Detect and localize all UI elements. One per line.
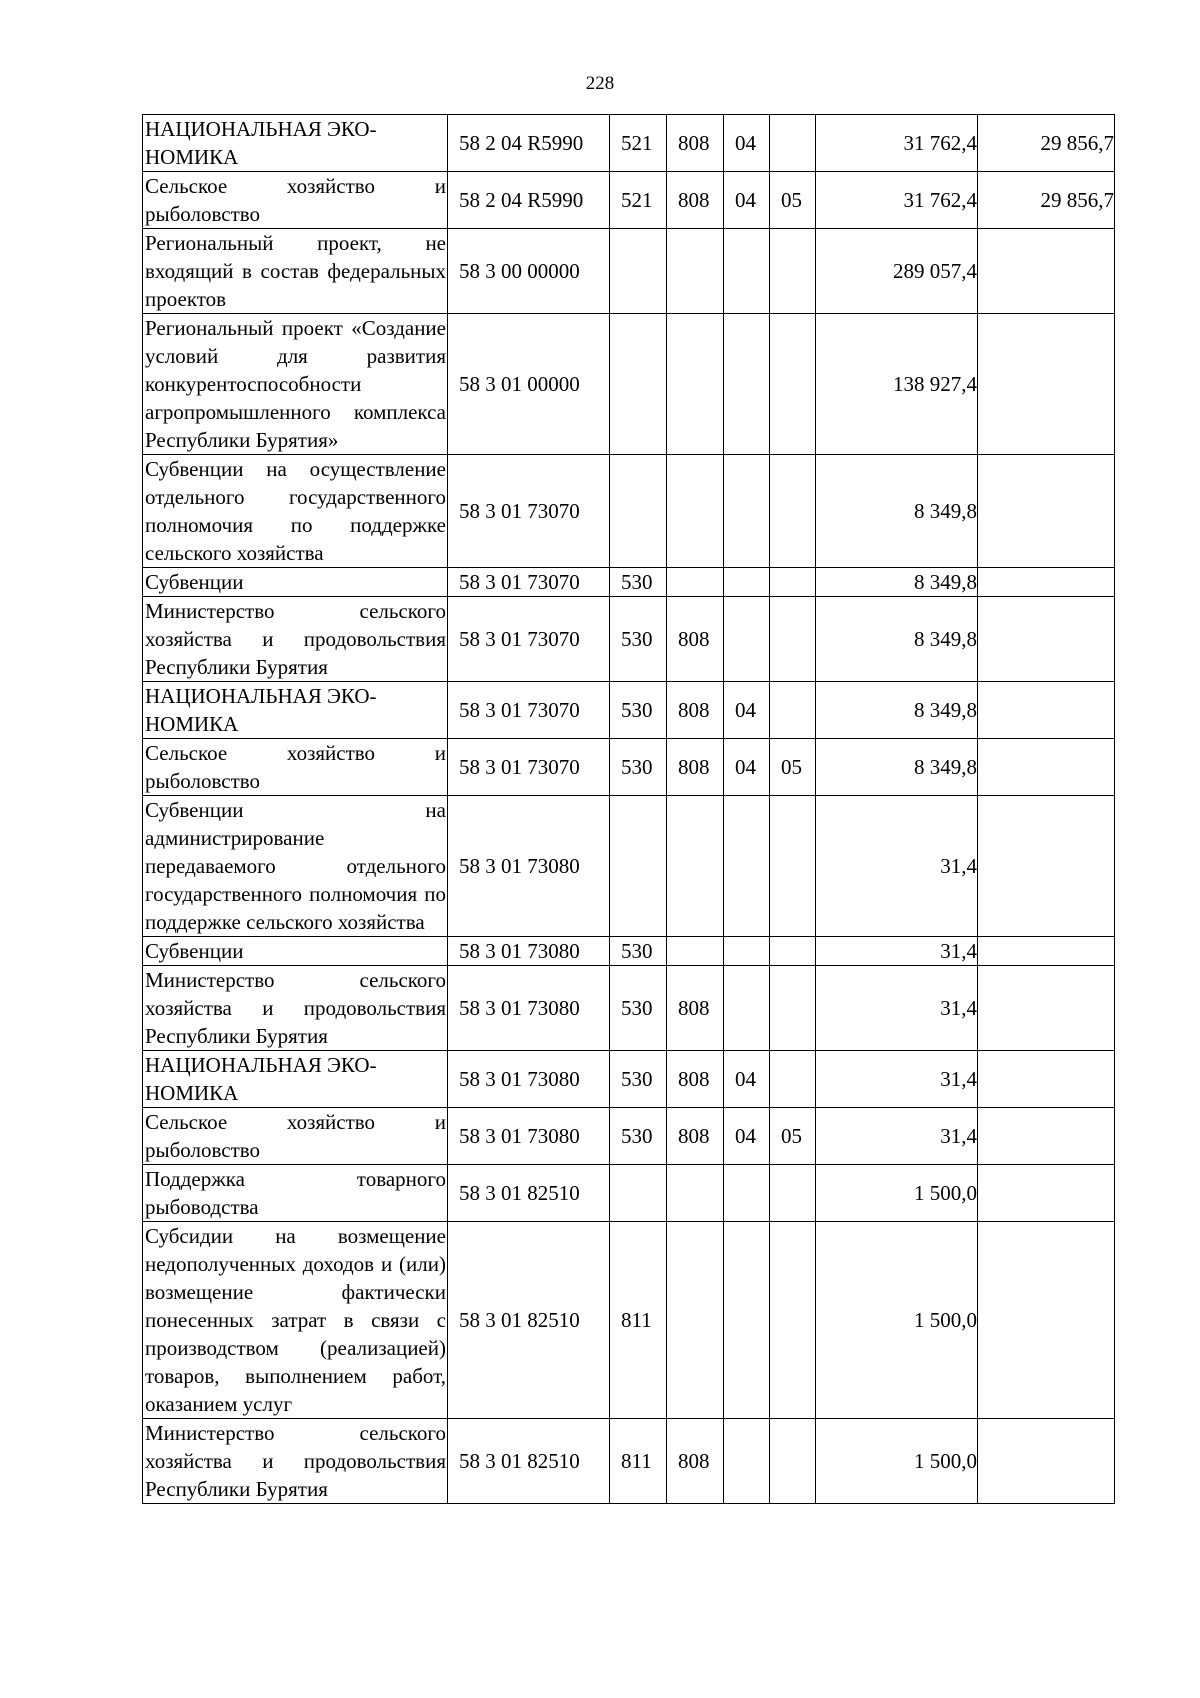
expense-type-cell: 521 bbox=[610, 115, 667, 172]
row-name-cell: Региональный проект, не входящий в состав федеральных проектов bbox=[143, 229, 448, 314]
amount-year1-cell: 31,4 bbox=[816, 937, 978, 966]
row-name-cell: Региональный проект «Создание условий для развития конкурентоспособности агропромышленного комплекса Республики Бурятия» bbox=[143, 314, 448, 455]
administrator-code-cell bbox=[667, 229, 724, 314]
expense-type-cell: 811 bbox=[610, 1419, 667, 1504]
amount-year1-cell: 1 500,0 bbox=[816, 1222, 978, 1419]
amount-year2-cell bbox=[978, 739, 1115, 796]
table-row bbox=[143, 1108, 1115, 1165]
administrator-code-cell bbox=[667, 796, 724, 937]
administrator-code-cell: 808 bbox=[667, 597, 724, 682]
administrator-code-cell: 808 bbox=[667, 172, 724, 229]
section-code-cell: 04 bbox=[724, 172, 770, 229]
expense-type-cell: 530 bbox=[610, 966, 667, 1051]
section-code-cell: 04 bbox=[724, 739, 770, 796]
administrator-code-cell: 808 bbox=[667, 1051, 724, 1108]
amount-year1-cell: 138 927,4 bbox=[816, 314, 978, 455]
section-code-cell bbox=[724, 597, 770, 682]
section-code-cell bbox=[724, 1222, 770, 1419]
section-code-cell bbox=[724, 966, 770, 1051]
target-article-cell: 58 3 01 73070 bbox=[448, 568, 610, 597]
budget-table bbox=[142, 114, 1115, 1504]
row-name-cell: Субвенции bbox=[143, 568, 448, 597]
section-code-cell bbox=[724, 568, 770, 597]
target-article-cell: 58 3 01 82510 bbox=[448, 1222, 610, 1419]
subsection-code-cell bbox=[770, 1419, 816, 1504]
subsection-code-cell: 05 bbox=[770, 172, 816, 229]
amount-year2-cell bbox=[978, 796, 1115, 937]
target-article-cell: 58 3 01 73080 bbox=[448, 1108, 610, 1165]
table-body bbox=[143, 115, 1115, 1504]
table-row bbox=[143, 739, 1115, 796]
amount-year1-cell: 1 500,0 bbox=[816, 1165, 978, 1222]
subsection-code-cell bbox=[770, 682, 816, 739]
expense-type-cell: 530 bbox=[610, 597, 667, 682]
target-article-cell: 58 3 01 82510 bbox=[448, 1419, 610, 1504]
row-name-cell: Сельское хозяйство и рыболовство bbox=[143, 739, 448, 796]
subsection-code-cell bbox=[770, 1051, 816, 1108]
amount-year1-cell: 8 349,8 bbox=[816, 455, 978, 568]
subsection-code-cell bbox=[770, 937, 816, 966]
administrator-code-cell: 808 bbox=[667, 1419, 724, 1504]
administrator-code-cell bbox=[667, 1165, 724, 1222]
amount-year2-cell bbox=[978, 937, 1115, 966]
expense-type-cell: 530 bbox=[610, 1108, 667, 1165]
expense-type-cell bbox=[610, 796, 667, 937]
amount-year2-cell bbox=[978, 314, 1115, 455]
section-code-cell bbox=[724, 937, 770, 966]
amount-year2-cell bbox=[978, 682, 1115, 739]
expense-type-cell: 530 bbox=[610, 1051, 667, 1108]
amount-year1-cell: 31 762,4 bbox=[816, 172, 978, 229]
expense-type-cell: 811 bbox=[610, 1222, 667, 1419]
row-name-cell: Субвенции на администрирование передаваемого отдельного государственного полномочия по поддержке сельского хозяйства bbox=[143, 796, 448, 937]
expense-type-cell bbox=[610, 455, 667, 568]
subsection-code-cell bbox=[770, 229, 816, 314]
section-code-cell bbox=[724, 1419, 770, 1504]
target-article-cell: 58 3 01 73070 bbox=[448, 597, 610, 682]
table-row bbox=[143, 229, 1115, 314]
table-row bbox=[143, 455, 1115, 568]
row-name-cell: Сельское хозяйство и рыболовство bbox=[143, 1108, 448, 1165]
target-article-cell: 58 3 01 73080 bbox=[448, 1051, 610, 1108]
table-row bbox=[143, 1051, 1115, 1108]
amount-year1-cell: 8 349,8 bbox=[816, 597, 978, 682]
table-row bbox=[143, 796, 1115, 937]
amount-year2-cell: 29 856,7 bbox=[978, 115, 1115, 172]
amount-year2-cell bbox=[978, 455, 1115, 568]
administrator-code-cell: 808 bbox=[667, 739, 724, 796]
administrator-code-cell: 808 bbox=[667, 966, 724, 1051]
table-row bbox=[143, 1165, 1115, 1222]
table-row bbox=[143, 682, 1115, 739]
administrator-code-cell bbox=[667, 314, 724, 455]
section-code-cell bbox=[724, 229, 770, 314]
target-article-cell: 58 3 01 73080 bbox=[448, 966, 610, 1051]
administrator-code-cell bbox=[667, 1222, 724, 1419]
amount-year2-cell bbox=[978, 1222, 1115, 1419]
subsection-code-cell: 05 bbox=[770, 739, 816, 796]
amount-year1-cell: 289 057,4 bbox=[816, 229, 978, 314]
section-code-cell: 04 bbox=[724, 115, 770, 172]
section-code-cell bbox=[724, 314, 770, 455]
amount-year2-cell bbox=[978, 1419, 1115, 1504]
amount-year1-cell: 31,4 bbox=[816, 1051, 978, 1108]
subsection-code-cell bbox=[770, 115, 816, 172]
amount-year1-cell: 8 349,8 bbox=[816, 739, 978, 796]
amount-year1-cell: 31,4 bbox=[816, 1108, 978, 1165]
row-name-cell: Субвенции на осуществление отдельного государственного полномочия по поддержке сельского хозяйства bbox=[143, 455, 448, 568]
expense-type-cell bbox=[610, 314, 667, 455]
administrator-code-cell bbox=[667, 937, 724, 966]
expense-type-cell bbox=[610, 1165, 667, 1222]
amount-year1-cell: 31 762,4 bbox=[816, 115, 978, 172]
expense-type-cell: 521 bbox=[610, 172, 667, 229]
row-name-cell: НАЦИОНАЛЬНАЯ ЭКО- НОМИКА bbox=[143, 115, 448, 172]
target-article-cell: 58 3 01 73070 bbox=[448, 455, 610, 568]
target-article-cell: 58 3 01 73080 bbox=[448, 937, 610, 966]
subsection-code-cell bbox=[770, 1165, 816, 1222]
table-row bbox=[143, 597, 1115, 682]
amount-year2-cell bbox=[978, 568, 1115, 597]
table-row bbox=[143, 966, 1115, 1051]
amount-year2-cell: 29 856,7 bbox=[978, 172, 1115, 229]
table-row bbox=[143, 115, 1115, 172]
row-name-cell: Субсидии на возмещение недополученных доходов и (или) возмещение фактически понесенных затрат в связи с производством (реализацией) товаров, выполнением работ, оказанием услуг bbox=[143, 1222, 448, 1419]
amount-year2-cell bbox=[978, 1108, 1115, 1165]
amount-year1-cell: 1 500,0 bbox=[816, 1419, 978, 1504]
row-name-cell: Министерство сельского хозяйства и продовольствия Республики Бурятия bbox=[143, 597, 448, 682]
target-article-cell: 58 3 01 73070 bbox=[448, 682, 610, 739]
amount-year2-cell bbox=[978, 966, 1115, 1051]
administrator-code-cell bbox=[667, 568, 724, 597]
subsection-code-cell bbox=[770, 455, 816, 568]
section-code-cell: 04 bbox=[724, 682, 770, 739]
section-code-cell: 04 bbox=[724, 1051, 770, 1108]
administrator-code-cell: 808 bbox=[667, 1108, 724, 1165]
target-article-cell: 58 3 01 73070 bbox=[448, 739, 610, 796]
subsection-code-cell bbox=[770, 1222, 816, 1419]
expense-type-cell bbox=[610, 229, 667, 314]
section-code-cell bbox=[724, 455, 770, 568]
target-article-cell: 58 2 04 R5990 bbox=[448, 115, 610, 172]
section-code-cell bbox=[724, 1165, 770, 1222]
amount-year1-cell: 8 349,8 bbox=[816, 568, 978, 597]
section-code-cell bbox=[724, 796, 770, 937]
table-row bbox=[143, 1419, 1115, 1504]
row-name-cell: НАЦИОНАЛЬНАЯ ЭКО- НОМИКА bbox=[143, 1051, 448, 1108]
expense-type-cell: 530 bbox=[610, 739, 667, 796]
row-name-cell: НАЦИОНАЛЬНАЯ ЭКО- НОМИКА bbox=[143, 682, 448, 739]
expense-type-cell: 530 bbox=[610, 937, 667, 966]
table-row bbox=[143, 568, 1115, 597]
administrator-code-cell: 808 bbox=[667, 682, 724, 739]
table-row bbox=[143, 314, 1115, 455]
target-article-cell: 58 3 01 82510 bbox=[448, 1165, 610, 1222]
subsection-code-cell bbox=[770, 568, 816, 597]
amount-year2-cell bbox=[978, 1051, 1115, 1108]
row-name-cell: Сельское хозяйство и рыболовство bbox=[143, 172, 448, 229]
amount-year1-cell: 31,4 bbox=[816, 796, 978, 937]
target-article-cell: 58 3 01 00000 bbox=[448, 314, 610, 455]
target-article-cell: 58 3 00 00000 bbox=[448, 229, 610, 314]
amount-year2-cell bbox=[978, 229, 1115, 314]
expense-type-cell: 530 bbox=[610, 682, 667, 739]
row-name-cell: Министерство сельского хозяйства и продовольствия Республики Бурятия bbox=[143, 966, 448, 1051]
row-name-cell: Министерство сельского хозяйства и продовольствия Республики Бурятия bbox=[143, 1419, 448, 1504]
amount-year2-cell bbox=[978, 597, 1115, 682]
row-name-cell: Поддержка товарного рыбоводства bbox=[143, 1165, 448, 1222]
table-row bbox=[143, 172, 1115, 229]
row-name-cell: Субвенции bbox=[143, 937, 448, 966]
expense-type-cell: 530 bbox=[610, 568, 667, 597]
subsection-code-cell bbox=[770, 966, 816, 1051]
amount-year2-cell bbox=[978, 1165, 1115, 1222]
subsection-code-cell bbox=[770, 796, 816, 937]
table-row bbox=[143, 1222, 1115, 1419]
table-row bbox=[143, 937, 1115, 966]
target-article-cell: 58 2 04 R5990 bbox=[448, 172, 610, 229]
amount-year1-cell: 8 349,8 bbox=[816, 682, 978, 739]
section-code-cell: 04 bbox=[724, 1108, 770, 1165]
subsection-code-cell bbox=[770, 597, 816, 682]
subsection-code-cell bbox=[770, 314, 816, 455]
target-article-cell: 58 3 01 73080 bbox=[448, 796, 610, 937]
page-number: 228 bbox=[585, 73, 615, 94]
subsection-code-cell: 05 bbox=[770, 1108, 816, 1165]
amount-year1-cell: 31,4 bbox=[816, 966, 978, 1051]
administrator-code-cell bbox=[667, 455, 724, 568]
administrator-code-cell: 808 bbox=[667, 115, 724, 172]
